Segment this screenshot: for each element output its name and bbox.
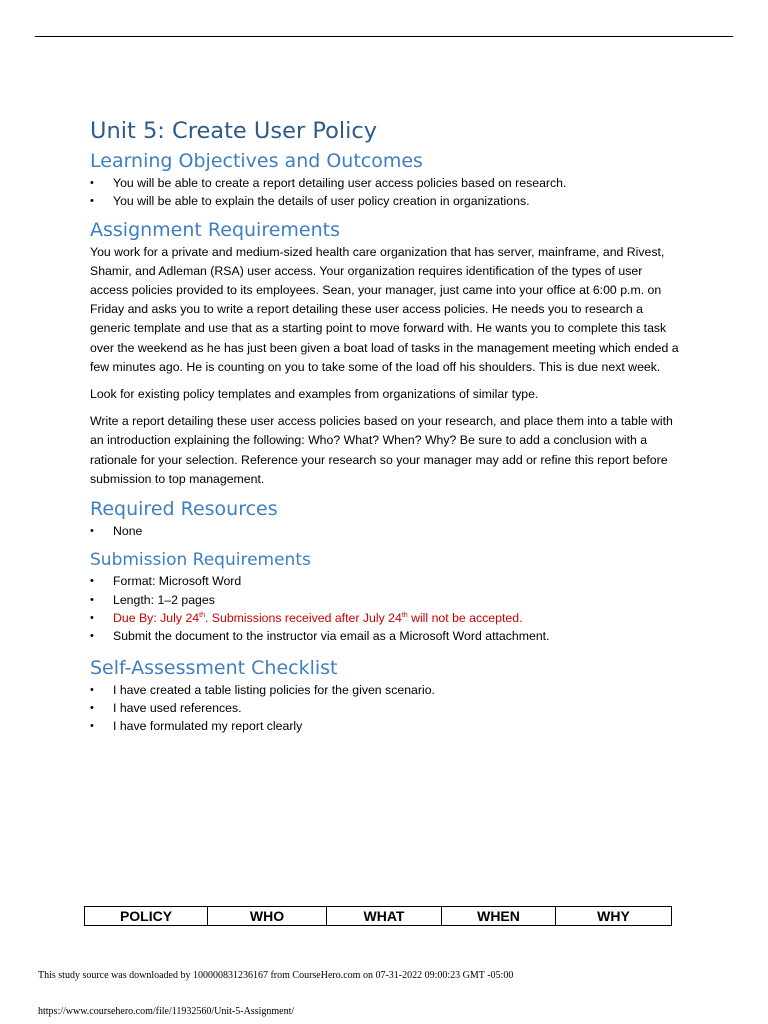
- list-item: [90, 522, 680, 540]
- bullet-icon: •: [90, 630, 94, 643]
- document-body: [90, 114, 680, 735]
- bullet-icon: •: [90, 701, 94, 714]
- list-item-text: I have used references.: [113, 700, 242, 715]
- policy-table: [84, 906, 672, 926]
- length-text: Length: 1–2 pages: [113, 592, 215, 607]
- download-notice: This study source was downloaded by 100000831236167 from CourseHero.com on 07-31-2022 09:00:23 GMT -05:00: [38, 970, 514, 981]
- assignment-paragraph: Write a report detailing these user access policies based on your research, and place them into a table with an introduction explaining the following: Who? What? When? Why? Be sure to add a conclusion with a rationale for your selection. Reference your research so your manager may add or refine this report before submission to top management.: [90, 414, 673, 486]
- bullet-icon: •: [90, 195, 94, 208]
- due-date-suffix: will not be accepted.: [407, 610, 523, 625]
- list-item-text: You will be able to create a report detailing user access policies based on research.: [113, 176, 567, 190]
- list-item: [90, 192, 680, 210]
- bullet-icon: •: [90, 611, 94, 624]
- list-item: [90, 627, 680, 645]
- bullet-icon: •: [90, 683, 94, 696]
- bullet-icon: •: [90, 720, 94, 733]
- learning-objectives-heading: Learning Objectives and Outcomes: [90, 150, 423, 172]
- column-header-when: WHEN: [442, 907, 556, 926]
- table-header-row: [85, 907, 672, 926]
- bullet-icon: •: [90, 525, 94, 538]
- assignment-requirements-section: [90, 217, 680, 489]
- required-resources-section: [90, 496, 680, 540]
- page-title: Unit 5: Create User Policy: [90, 118, 378, 144]
- column-header-why: WHY: [556, 907, 672, 926]
- self-assessment-section: [90, 655, 680, 736]
- assignment-paragraph: Look for existing policy templates and examples from organizations of similar type.: [90, 387, 539, 402]
- column-header-who: WHO: [208, 907, 327, 926]
- list-item: [90, 174, 680, 192]
- list-item-text: I have created a table listing policies for the given scenario.: [113, 682, 435, 697]
- list-item-text: I have formulated my report clearly: [113, 719, 303, 734]
- bullet-icon: •: [90, 177, 94, 189]
- due-date-item: [90, 609, 680, 627]
- list-item: [90, 681, 680, 699]
- list-item: [90, 699, 680, 717]
- list-item: [90, 591, 680, 609]
- column-header-what: WHAT: [327, 907, 442, 926]
- bullet-icon: •: [90, 575, 94, 588]
- list-item-text: None: [113, 524, 143, 539]
- list-item-text: You will be able to explain the details of user policy creation in organizations.: [113, 194, 530, 209]
- submission-requirements-section: [90, 548, 680, 645]
- self-assessment-list: [90, 681, 680, 736]
- learning-objectives-list: [90, 174, 680, 211]
- assignment-requirements-heading: Assignment Requirements: [90, 218, 340, 241]
- learning-objectives-section: [90, 148, 680, 211]
- submission-requirements-heading: Submission Requirements: [90, 550, 311, 571]
- format-text: Format: Microsoft Word: [113, 574, 242, 589]
- due-date-superscript: th: [401, 611, 408, 619]
- column-header-policy: POLICY: [85, 907, 208, 926]
- list-item: [90, 572, 680, 590]
- self-assessment-heading: Self-Assessment Checklist: [90, 656, 338, 679]
- source-url[interactable]: https://www.coursehero.com/file/11932560/Unit-5-Assignment/: [38, 1006, 295, 1017]
- required-resources-list: [90, 522, 680, 540]
- submission-requirements-list: [90, 572, 680, 645]
- due-date-prefix: Due By: July 24: [113, 610, 200, 625]
- due-date-middle: . Submissions received after July 24: [204, 610, 402, 625]
- list-item: [90, 717, 680, 735]
- assignment-paragraph: You work for a private and medium-sized health care organization that has server, mainframe, and Rivest, Shamir, and Adleman (RSA) user access. Your organization requires identification of the types of user access policies provided to its employees. Sean, your manager, just came into your office at 6:00 p.m. on Friday and asks you to write a report detailing these user access policies. He needs you to research a generic template and use that as a starting point to move forward with. He wants you to complete this task over the weekend as he has just been given a boat load of tasks in the management meeting which ended a few minutes ago. He is counting on you to take some of the load off his shoulders. This is due next week.: [90, 244, 679, 374]
- submit-instruction-text: Submit the document to the instructor via email as a Microsoft Word attachment.: [113, 629, 550, 644]
- required-resources-heading: Required Resources: [90, 498, 278, 521]
- due-date-superscript: th: [199, 611, 205, 619]
- bullet-icon: •: [90, 593, 94, 606]
- top-rule: [35, 36, 733, 37]
